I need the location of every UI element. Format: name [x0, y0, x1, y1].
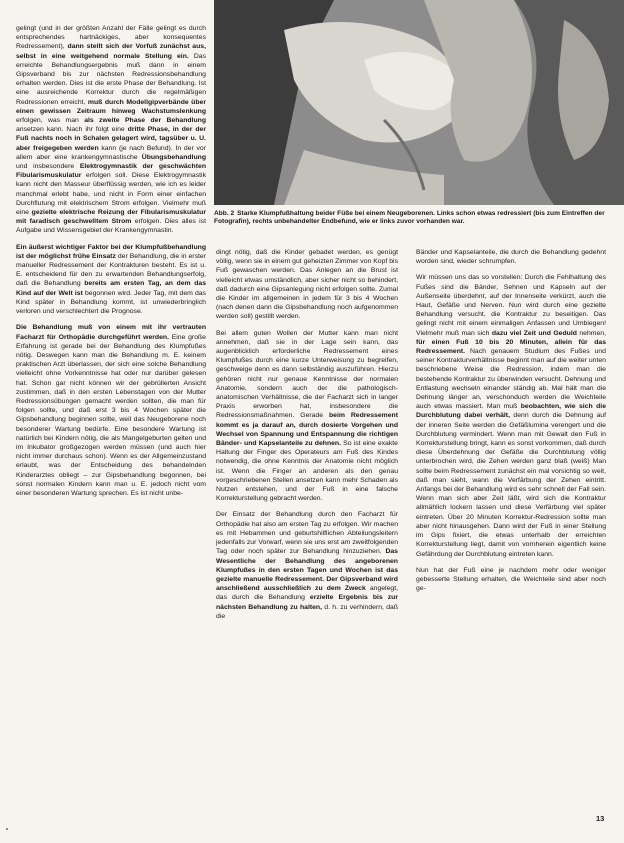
text-column-2	[216, 248, 398, 838]
text-run: gelingt (und in der größten Anzahl der Fälle gelingt es durch entsprechendes hartnäckiges, aber konsequentes Redressement),	[16, 25, 206, 51]
bold-text-run: gezielte elektrische Reizung der Fibularismuskulatur mit faradisch geschwelltem Strom	[16, 209, 206, 226]
text-run: Wir müssen uns das so vorstellen: Durch die Fehlhaltung des Fußes sind die Bänder, Sehnen und Kapseln auf der Außenseite überdehnt, auf der Innenseite verkürzt, auch die Haut, Gefäße und Nerven. Nun wird durch eine gezielte Behandlung versucht, die Kontraktur zu beseitigen. Das gelingt nicht mit einem einmaligen Anfassen und Umbiegen! Vielmehr muß man sich	[416, 274, 606, 337]
text-run: Der Einsatz der Behandlung durch den Facharzt für Orthopädie hat also am ersten Tag zu erfolgen. Wir machen es mit Hebammen und geburtshilflichen Abteilungsleitern jedenfalls zur Vorwarf, wenn sie uns erst am zweitfolgenden Tag oder noch später zur Behandlung hinzuziehen.	[216, 511, 398, 556]
bold-text-run: dann stellt sich der Vorfuß zunächst aus, selbst in eine weitgehend normale Stellung ein.	[16, 43, 206, 60]
text-run: denn durch die Dehnung auf der inneren Seite werden die Gefäßlumina verengert und die Durchblutung vermindert. Wenn man mit Gewalt den Fuß in Korrekturstellung bringt, kann es sonst vorkommen, daß durch diese Überdehnung der Gefäße die Durchblutung völlig unterbrochen wird, die Zehen werden ganz blaß (weiß) Man sollte beim Redressement zunächst ein mal vorsichtig so weit, daß man sieht, wann die Verfärbung der Zehen eintritt. Anfangs bei der Behandlung wird es sehr schnell der Fall sein. Wenn man sich aber Zeit läßt, wird sich die Kontraktur allmählich lockern lassen und diese Verfärbung viel später eintreten. Über 20 Minuten Korrektur-Redression sollte man aber nicht hinausgehen. Dann wird der Fuß in einer Stellung im Gips fixiert, die etwas unterhalb der erreichten Korrekturstellung liegt, damit von vornherein eigentlich keine Gefährdung der Durchblutung eintreten kann.	[416, 412, 606, 558]
photo-newborn-clubfeet	[214, 0, 624, 205]
bold-text-run: Ein äußerst wichtiger Faktor bei der Klumpfußbehandlung ist der möglichst frühe Einsatz	[16, 243, 206, 260]
paragraph	[216, 510, 398, 620]
bold-text-run: für einen Fuß 10 bis 20 Minuten, allein für das Redressement.	[416, 338, 606, 356]
figure-label: Abb. 2	[214, 210, 235, 217]
bold-text-run: muß durch Modellgipverbände über einen gewissen Zeitraum hinweg	[16, 98, 206, 115]
text-run: erfolgen, was man	[16, 117, 85, 125]
text-column-1	[16, 24, 206, 832]
text-run: ansetzen kann. Nach ihr folgt eine	[16, 126, 128, 134]
paragraph	[216, 248, 398, 322]
text-run: der Behandlung, die in erster manueller Redressement der Kontrakturen besteht. Es ist u. E. entscheidend für den zu erwartenden Behandlungserfolg, daß die Behandlung	[16, 252, 206, 288]
text-run: d. h. zu verhindern, daß die	[216, 603, 398, 620]
text-run: angelegt, das durch die Behandlung	[216, 585, 398, 602]
bold-text-run: beim Redressement kommt es ja darauf an, durch dosierte Vorgehen und Wechsel von Spannung und Entspannung die richtigen Bänder- und Kapselanteile zu dehnen.	[216, 412, 398, 448]
bold-text-run: Übungsbehandlung	[141, 153, 206, 161]
text-run: Nun hat der Fuß eine je nachdem mehr oder weniger gebesserte Stellung erhalten, die Weichteile sind aber noch ge-	[416, 566, 606, 593]
bold-text-run: Elektrogymnastik der geschwächten Fibularismuskulatur	[16, 163, 206, 180]
bold-text-run: beobachten, wie sich die Durchblutung dabei verhält,	[416, 403, 606, 420]
text-run: Bänder und Kapselanteile, die durch die Behandlung gedehnt worden sind, wieder schrumpfen.	[416, 249, 606, 266]
text-run: Eine große Erfahrung ist gerade bei der Behandlung des Klumpfußes nötig. Deswegen kann man die Behandlung m. E. keinem praktischen Arzt überlassen, der sich eine solche Behandlung vielleicht ohne Vorkenntnisse hat oder nur darüber gelesen hat. Schon gar nicht können wir der gebrüllerten Ansicht zustimmen, daß in den ersten Lebenstagen von der Mutter Redressionsübungen gemacht werden sollten, die man für folgen sollte, und daß erst 3 bis 4 Wochen später die Gipsbehandlung beginnen sollte, weil das Neugeborene noch besonderer Wartung bedürfe. Eine besondere Wartung ist natürlich bei Kindern nötig, die als Mangelgeburten gelten und im Inkubator großgezogen werden müssen (und auch hier nicht immer durchaus schon). Wenn es der Allgemeinzustand erlaubt, was der Entscheidung des behandelnden Kinderarztes obliegt – zur Gipsbehandlung begonnen, bei sonst normalen Kindern kann man u. E. jedoch nicht vom einer besonderen Wartung sprechen. Es ist nicht unbe-	[16, 333, 206, 497]
text-run: erfolgen soll. Diese Elektrogymnastik kann nicht den Masseur überflüssig werden, wie ich es leider manchmal erlebt habe, und nicht in Form einer einfachen Durchflutung mit elektrischem Strom erfolgen. Vielmehr muß eine	[16, 172, 206, 217]
bold-text-run: dritte Phase, in der der Fuß nachts noch in Schalen gelagert wird, tagsüber u. U. aber freigegeben werden	[16, 126, 206, 152]
bold-text-run: dazu viel Zeit und Geduld	[491, 329, 577, 337]
text-column-3	[416, 248, 606, 813]
paragraph	[416, 248, 606, 266]
bold-text-run: Wachstumslenkung	[141, 107, 206, 115]
paragraph	[216, 329, 398, 504]
scan-speck	[6, 828, 8, 830]
page-number: 13	[596, 814, 605, 823]
paragraph	[416, 566, 606, 594]
text-run: kann (je nach Befund). In der vor allem aber eine krankengymnastische	[16, 144, 206, 161]
paragraph	[416, 273, 606, 558]
bold-text-run: Die Behandlung muß von einem mit ihr vertrauten Facharzt für Orthopädie durchgeführt werden.	[16, 324, 206, 341]
text-run: So ist eine exakte Haltung der Finger des Operateurs am Fuß des Kindes notwendig, die ohne Kenntnis der Anatomie nicht möglich ist. Wenn die Finger an anderen als den genau vorgeschriebenen Stellen ansetzen kann mehr Schaden als Nutzen entstehen, und der Fuß in eine falsche Korrekturstellung gebracht werden.	[216, 440, 398, 503]
paragraph	[16, 243, 206, 317]
bold-text-run: Das Wesentliche der Behandlung des angeborenen Klumpfußes in den ersten Tagen und Wochen ist das gezielte manuelle Redressement. Der Gipsverband wird anschließend ausschließlich zu dem Zweck	[216, 548, 398, 593]
paragraph	[16, 24, 206, 236]
text-run: Nach genauem Studium des Fußes und seiner Kontrakturverhältnisse beginnt man auf die weiter unten beschriebene Weise die Redression, indem man die bestehende Kontraktur zu überwinden versucht. Dehnung und Entlastung wechseln einander ständig ab. Mal hält man die Dehnung länger an, verschonduch werden die Weichteile auch etwas massiert. Man muß	[416, 348, 606, 411]
bold-text-run: bereits am ersten Tag, an dem das Kind auf der Welt ist	[16, 280, 206, 297]
text-run: begonnen wird. Jeder Tag, mit dem das Kind später in Behandlung kommt, ist unwiederbringlich verloren und verschlechtert die Prognose.	[16, 289, 206, 316]
figure-caption	[214, 210, 614, 226]
bold-text-run: erzielte Ergebnis bis zur nächsten Behandlung zu halten,	[216, 594, 398, 611]
photo-image	[214, 0, 624, 205]
text-run: nehmen,	[576, 329, 606, 337]
figure-caption-text: Starke Klumpfußhaltung beider Füße bei einem Neugeborenen. Links schon etwas redressiert (bis zum Eintreffen der Fotografin), rechts unbehandelter Endbefund, wie er links zuvor vorhanden war.	[214, 210, 605, 225]
paragraph	[16, 323, 206, 498]
text-run: erfolgen. Dies alles ist Aufgabe und Wissensgebiet der Krankengymnastin.	[16, 218, 206, 235]
text-run: und insbesondere	[16, 163, 80, 171]
text-run: dingt nötig, daß die Kinder gebadet werden, es genügt völlig, wenn sie in einem gut geheizten Zimmer von Kopf bis Fuß gewaschen werden. Das Anlegen an die Brust ist vielleicht etwas umständlich, aber sicher nicht so behindert, daß dadurch eine Gipsanlegung nicht erfolgen sollte. Zumal die Kinder im allgemeinen in jedem für 3 bis 4 Wochen (nach denen dann die Gipsbehandlung noch aufgenommen werden soll) gestillt werden.	[216, 249, 398, 321]
bold-text-run: als zweite Phase der Behandlung	[84, 117, 206, 125]
text-run: Bei allem guten Wollen der Mutter kann man nicht annehmen, daß sie in der Lage sein kann, das augenblicklich erforderliche Redressement eines Klumpfußes durch eine kurze Unterweisung zu begreifen, geschweige denn es dann selbständig auszuführen. Hierzu gehören nicht nur genaue Kenntnisse der normalen Anatomie, sondern auch der die pathologisch-anatomischen Verhältnisse, die der Facharzt sich in langer Praxis erworben hat, insbesondere die Redressionsmaßnahmen. Gerade	[216, 329, 398, 420]
text-run: Das erreichte Behandlungsergebnis muß dann in einem Gipsverband bis zur nächsten Redressionsbehandlung erhalten werden. Dies ist die erste Phase der Behandlung. Ist eine ausreichende Korrektur durch die regelmäßigen Redressionen erreicht,	[16, 52, 206, 106]
